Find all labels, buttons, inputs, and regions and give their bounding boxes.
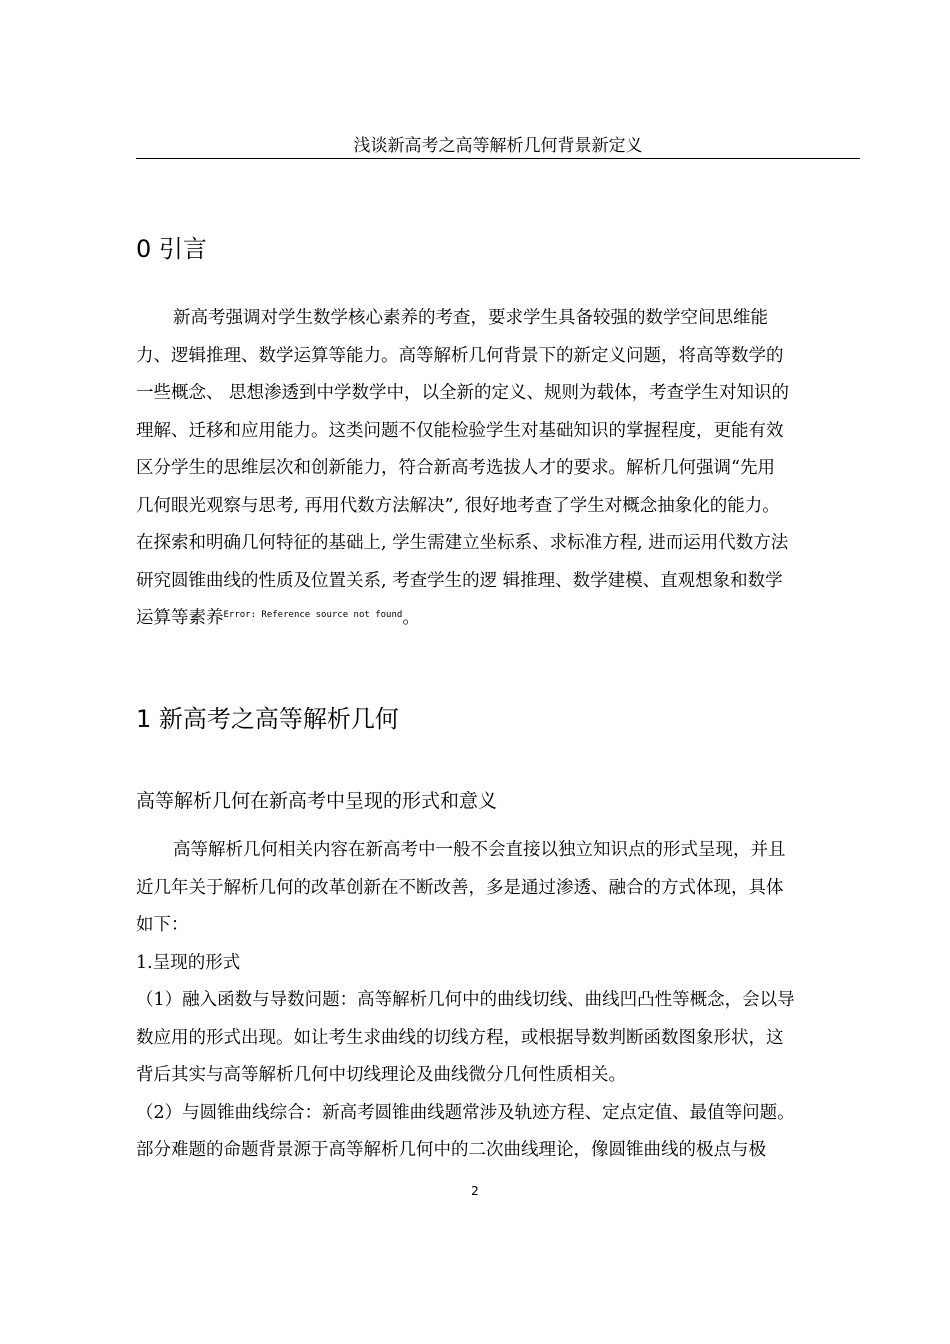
section-0-heading: 0 引言 <box>136 235 207 263</box>
running-header: 浅谈新高考之高等解析几何背景新定义 <box>136 135 860 159</box>
list-item-1-line: 数应用的形式出现。如让考生求曲线的切线方程，或根据导数判断函数图象形状，这 <box>136 1027 784 1048</box>
paragraph-line: 在探索和明确几何特征的基础上, 学生需建立坐标系、求标准方程, 进而运用代数方法 <box>136 533 789 553</box>
last-line-end: 。 <box>402 608 420 628</box>
paragraph-line: 一些概念、 思想渗透到中学数学中，以全新的定义、规则为载体，考查学生对知识的 <box>136 383 790 403</box>
section-1-heading: 1 新高考之高等解析几何 <box>136 705 399 733</box>
paragraph-line: 新高考强调对学生数学核心素养的考查，要求学生具备较强的数学空间思维能 <box>173 308 768 328</box>
list-item-2-line: （2）与圆锥曲线综合：新高考圆锥曲线题常涉及轨迹方程、定点定值、最值等问题。 <box>136 1102 795 1123</box>
paragraph-last-line <box>136 600 860 638</box>
paragraph-line: 研究圆锥曲线的性质及位置关系, 考查学生的逻 辑推理、数学建模、直观想象和数学 <box>136 570 783 591</box>
intro-paragraph <box>136 300 860 638</box>
paragraph-line: 几何眼光观察与思考, 再用代数方法解决”, 很好地考查了学生对概念抽象化的能力。 <box>136 495 780 516</box>
paragraph-line: 近几年关于解析几何的改革创新在不断改善，多是通过渗透、融合的方式体现，具体 <box>136 877 784 898</box>
list-title: 1.呈现的形式 <box>136 952 241 973</box>
section-1-subheading: 高等解析几何在新高考中呈现的形式和意义 <box>136 790 498 812</box>
paragraph-line: 高等解析几何相关内容在新高考中一般不会直接以独立知识点的形式呈现，并且 <box>173 840 786 860</box>
paragraph-line: 区分学生的思维层次和创新能力，符合新高考选拔人才的要求。解析几何强调“先用 <box>136 458 775 478</box>
reference-error: Error: Reference source not found <box>223 610 403 620</box>
paragraph-line: 理解、迁移和应用能力。这类问题不仅能检验学生对基础知识的掌握程度，更能有效 <box>136 420 784 441</box>
section-1-paragraph <box>136 832 860 1170</box>
paragraph-line: 力、逻辑推理、数学运算等能力。高等解析几何背景下的新定义问题，将高等数学的 <box>136 345 784 366</box>
list-item-1-line: （1）融入函数与导数问题：高等解析几何中的曲线切线、曲线凹凸性等概念，会以导 <box>136 990 795 1010</box>
list-item-2-line: 部分难题的命题背景源于高等解析几何中的二次曲线理论，像圆锥曲线的极点与极 <box>136 1140 766 1160</box>
paragraph-line: 如下： <box>136 915 189 935</box>
page-number: 2 <box>471 1184 479 1198</box>
last-line-text: 运算等素养 <box>136 608 224 628</box>
list-item-1-line: 背后其实与高等解析几何中切线理论及曲线微分几何性质相关。 <box>136 1065 626 1085</box>
